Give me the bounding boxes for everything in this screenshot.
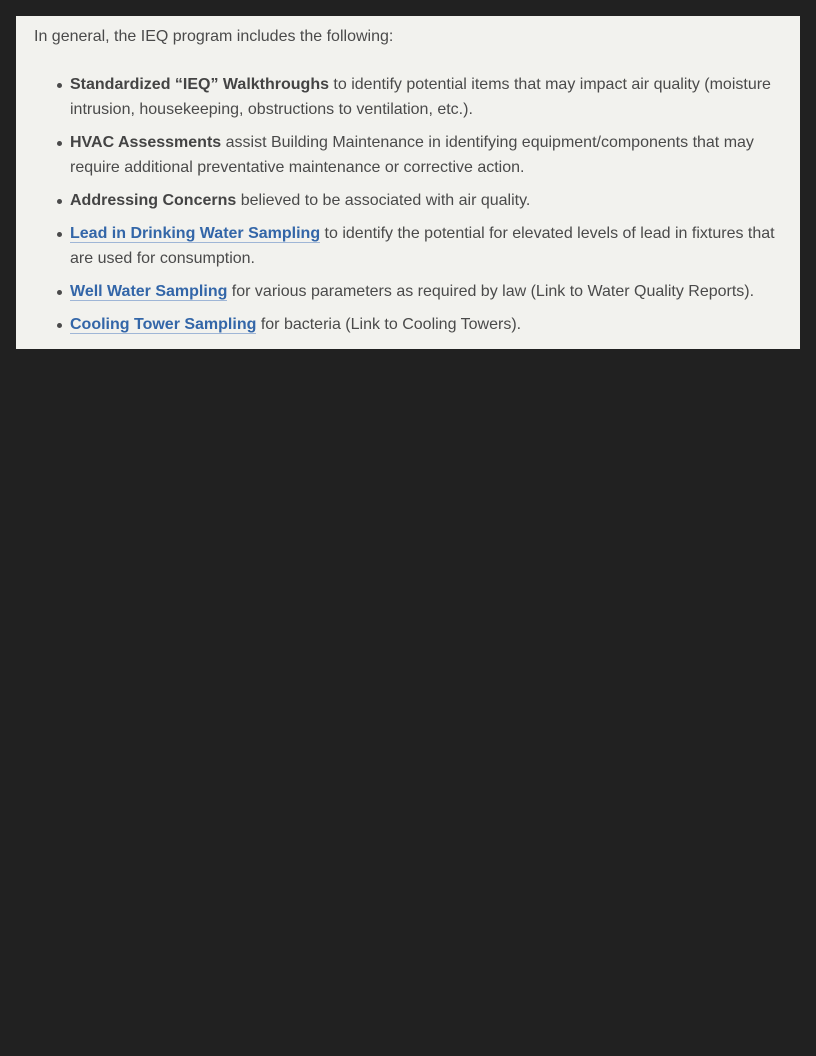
well-water-sampling-link[interactable]: Well Water Sampling [70, 283, 228, 300]
list-item-hvac-assessments [70, 130, 800, 180]
item-term: HVAC Assessments [70, 134, 222, 151]
list-item-addressing-concerns [70, 188, 800, 213]
item-description: assist Building Maintenance in identifying equipment/components that may require additional preventative maintenance or corrective action. [70, 134, 754, 176]
item-description: to identify the potential for elevated levels of lead in fixtures that are used for consumption. [70, 225, 775, 267]
item-description: believed to be associated with air quality. [236, 192, 531, 209]
list-item-well-water-sampling [70, 279, 800, 304]
ieq-program-list [34, 72, 800, 337]
cooling-tower-sampling-link[interactable]: Cooling Tower Sampling [70, 316, 257, 333]
item-term: Addressing Concerns [70, 192, 237, 209]
list-item-cooling-tower-sampling [70, 312, 800, 337]
content-panel [16, 16, 800, 349]
item-term: Standardized “IEQ” Walkthroughs [70, 76, 329, 93]
item-description: for various parameters as required by law (Link to Water Quality Reports). [227, 283, 755, 300]
intro-text: In general, the IEQ program includes the following: [34, 28, 394, 45]
item-description: to identify potential items that may impact air quality (moisture intrusion, housekeeping, obstructions to ventilation, etc.). [70, 76, 771, 118]
list-item-walkthroughs [70, 72, 800, 122]
list-item-lead-water-sampling [70, 221, 800, 271]
lead-water-sampling-link[interactable]: Lead in Drinking Water Sampling [70, 225, 321, 242]
item-description: for bacteria (Link to Cooling Towers). [256, 316, 522, 333]
